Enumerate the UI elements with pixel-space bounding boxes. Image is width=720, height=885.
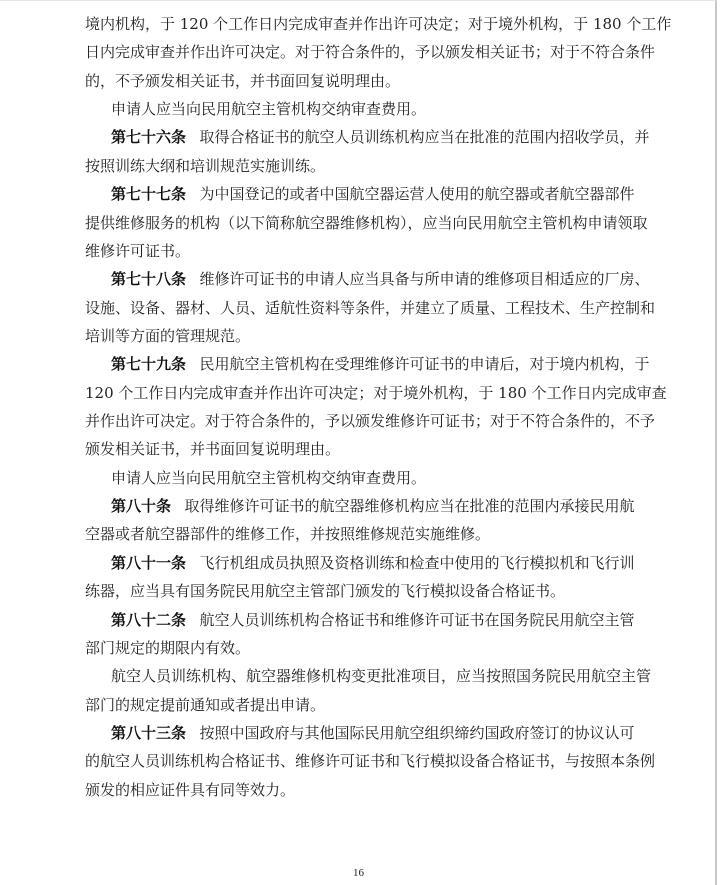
line-text: 颁发的相应证件具有同等效力。 xyxy=(85,780,296,799)
line-text: 飞行机组成员执照及资格训练和检查中使用的飞行模拟机和飞行训 xyxy=(199,553,635,572)
line-text: 为中国登记的或者中国航空器运营人使用的航空器或者航空器部件 xyxy=(199,185,635,204)
text-line xyxy=(85,379,667,407)
line-text: 部门的规定提前通知或者提出申请。 xyxy=(85,695,326,714)
text-line xyxy=(85,322,633,350)
article-number: 第七十九条 xyxy=(111,355,187,374)
text-line xyxy=(85,38,656,66)
line-text: 的航空人员训练机构合格证书、维修许可证书和飞行模拟设备合格证书，与按照本条例 xyxy=(85,752,656,771)
text-line xyxy=(85,350,650,378)
line-text: 航空人员训练机构、航空器维修机构变更批准项目，应当按照国务院民用航空主管 xyxy=(111,667,652,686)
article-number: 第七十八条 xyxy=(111,270,187,289)
article-number: 第八十二条 xyxy=(111,610,187,629)
line-text: 120 个工作日内完成审查并作出许可决定；对于境外机构，于 180 个工作日内完成审查 xyxy=(85,383,667,402)
line-text: 并作出许可决定。对于符合条件的，予以颁发维修许可证书；对于不符合条件的，不予 xyxy=(85,412,656,431)
line-text: 按照训练大纲和培训规范实施训练。 xyxy=(85,156,326,175)
text-line xyxy=(85,407,656,435)
text-line xyxy=(85,209,648,237)
text-line xyxy=(85,123,650,151)
text-line xyxy=(85,294,656,322)
article-number: 第七十六条 xyxy=(111,128,187,147)
article-number: 第八十一条 xyxy=(111,553,187,572)
line-text: 空器或者航空器部件的维修工作，并按照维修规范实施维修。 xyxy=(85,525,491,544)
article-number: 第八十三条 xyxy=(111,723,187,742)
text-line xyxy=(85,265,650,293)
text-line xyxy=(85,549,633,577)
text-line xyxy=(85,464,633,492)
line-text: 的，不予颁发相关证书，并书面回复说明理由。 xyxy=(85,71,401,90)
text-line xyxy=(85,95,633,123)
text-line xyxy=(85,435,633,463)
line-text: 取得维修许可证书的航空器维修机构应当在批准的范围内承接民用航 xyxy=(184,497,635,516)
text-line xyxy=(85,10,672,38)
document-body xyxy=(85,10,672,804)
line-text: 维修许可证书的申请人应当具备与所申请的维修项目相适应的厂房、 xyxy=(199,270,650,289)
article-number: 第七十七条 xyxy=(111,185,187,204)
text-line xyxy=(85,237,633,265)
line-text: 民用航空主管机构在受理维修许可证书的申请后，对于境内机构，于 xyxy=(199,355,650,374)
line-text: 日内完成审查并作出许可决定。对于符合条件的，予以颁发相关证书；对于不符合条件 xyxy=(85,43,656,62)
text-line xyxy=(85,662,652,690)
line-text: 部门规定的期限内有效。 xyxy=(85,638,251,657)
text-line xyxy=(85,747,656,775)
text-line xyxy=(85,719,633,747)
page-number: 16 xyxy=(353,867,364,879)
line-text: 申请人应当向民用航空主管机构交纳审查费用。 xyxy=(111,468,427,487)
line-text: 练器，应当具有国务院民用航空主管部门颁发的飞行模拟设备合格证书。 xyxy=(85,582,566,601)
line-text: 按照中国政府与其他国际民用航空组织缔约国政府签订的协议认可 xyxy=(199,723,635,742)
text-line xyxy=(85,577,633,605)
text-line xyxy=(85,520,633,548)
text-line xyxy=(85,152,633,180)
text-line xyxy=(85,180,633,208)
line-text: 颁发相关证书，并书面回复说明理由。 xyxy=(85,440,341,459)
text-line xyxy=(85,776,633,804)
line-text: 培训等方面的管理规范。 xyxy=(85,326,251,345)
line-text: 境内机构，于 120 个工作日内完成审查并作出许可决定；对于境外机构，于 180 个工作 xyxy=(85,15,672,33)
article-number: 第八十条 xyxy=(111,497,172,516)
line-text: 提供维修服务的机构（以下简称航空器维修机构），应当向民用航空主管机构申请领取 xyxy=(85,213,648,232)
line-text: 设施、设备、器材、人员、适航性资料等条件，并建立了质量、工程技术、生产控制和 xyxy=(85,298,656,317)
text-line xyxy=(85,634,633,662)
text-line xyxy=(85,67,633,95)
text-line xyxy=(85,691,633,719)
text-line xyxy=(85,606,633,634)
line-text: 航空人员训练机构合格证书和维修许可证书在国务院民用航空主管 xyxy=(199,610,635,629)
line-text: 申请人应当向民用航空主管机构交纳审查费用。 xyxy=(111,100,427,119)
line-text: 维修许可证书。 xyxy=(85,241,191,260)
line-text: 取得合格证书的航空人员训练机构应当在批准的范围内招收学员，并 xyxy=(199,128,650,147)
text-line xyxy=(85,492,633,520)
